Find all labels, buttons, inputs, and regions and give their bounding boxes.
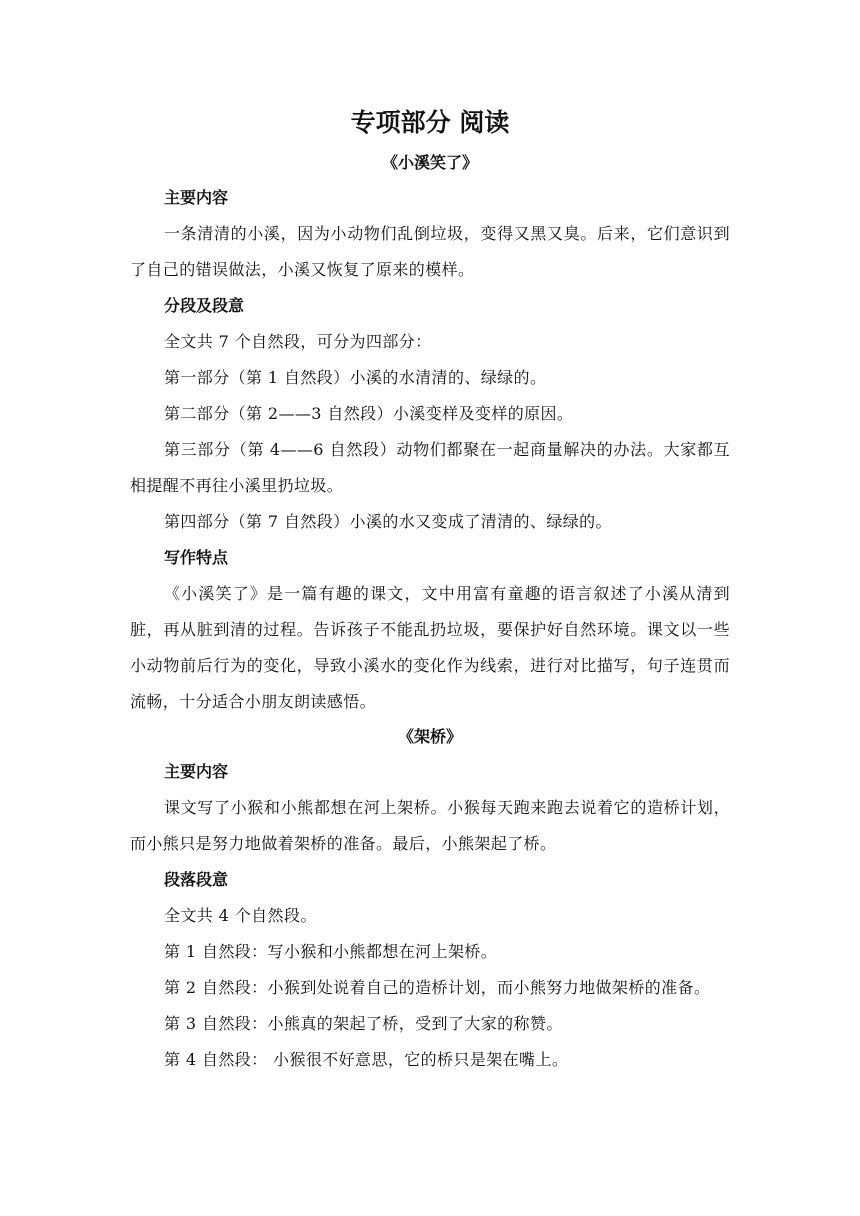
paragraph: 一条清清的小溪，因为小动物们乱倒垃圾，变得又黑又臭。后来，它们意识到了自己的错误做法，小溪又恢复了原来的模样。	[130, 224, 730, 279]
document-content	[130, 100, 730, 1078]
section-heading-main-content: 主要内容	[164, 188, 229, 207]
paragraph: 第 2 自然段：小猴到处说着自己的造桥计划，而小熊努力地做架桥的准备。	[164, 978, 711, 997]
section-heading-writing-features: 写作特点	[164, 548, 229, 567]
paragraph: 全文共 4 个自然段。	[164, 906, 317, 925]
document-title: 专项部分 阅读	[350, 108, 510, 137]
paragraph: 课文写了小猴和小熊都想在河上架桥。小猴每天跑来跑去说着它的造桥计划，而小熊只是努力地做着架桥的准备。最后，小熊架起了桥。	[130, 798, 730, 853]
paragraph: 全文共 7 个自然段，可分为四部分：	[164, 332, 432, 351]
paragraph: 《小溪笑了》是一篇有趣的课文，文中用富有童趣的语言叙述了小溪从清到脏，再从脏到清的过程。告诉孩子不能乱扔垃圾，要保护好自然环境。课文以一些小动物前后行为的变化，导致小溪水的变化作为线索，进行对比描写，句子连贯而流畅，十分适合小朋友朗读感悟。	[130, 584, 730, 711]
paragraph: 第三部分（第 4——6 自然段）动物们都聚在一起商量解决的办法。大家都互相提醒不再往小溪里扔垃圾。	[130, 440, 730, 495]
paragraph: 第一部分（第 1 自然段）小溪的水清清的、绿绿的。	[164, 368, 547, 387]
paragraph: 第二部分（第 2——3 自然段）小溪变样及变样的原因。	[164, 404, 574, 423]
section-jiaqiao	[130, 720, 730, 1078]
paragraph: 第 1 自然段：写小猴和小熊都想在河上架桥。	[164, 942, 498, 961]
paragraph: 第 4 自然段： 小猴很不好意思，它的桥只是架在嘴上。	[164, 1050, 569, 1069]
section-xiaoxi	[130, 146, 730, 720]
section-title: 《小溪笑了》	[381, 153, 478, 172]
section-heading-segments: 分段及段意	[164, 296, 245, 315]
section-title: 《架桥》	[397, 727, 462, 746]
paragraph: 第 3 自然段：小熊真的架起了桥，受到了大家的称赞。	[164, 1014, 563, 1033]
paragraph: 第四部分（第 7 自然段）小溪的水又变成了清清的、绿绿的。	[164, 512, 612, 531]
section-heading-main-content: 主要内容	[164, 762, 229, 781]
section-heading-paragraph-meaning: 段落段意	[164, 870, 229, 889]
